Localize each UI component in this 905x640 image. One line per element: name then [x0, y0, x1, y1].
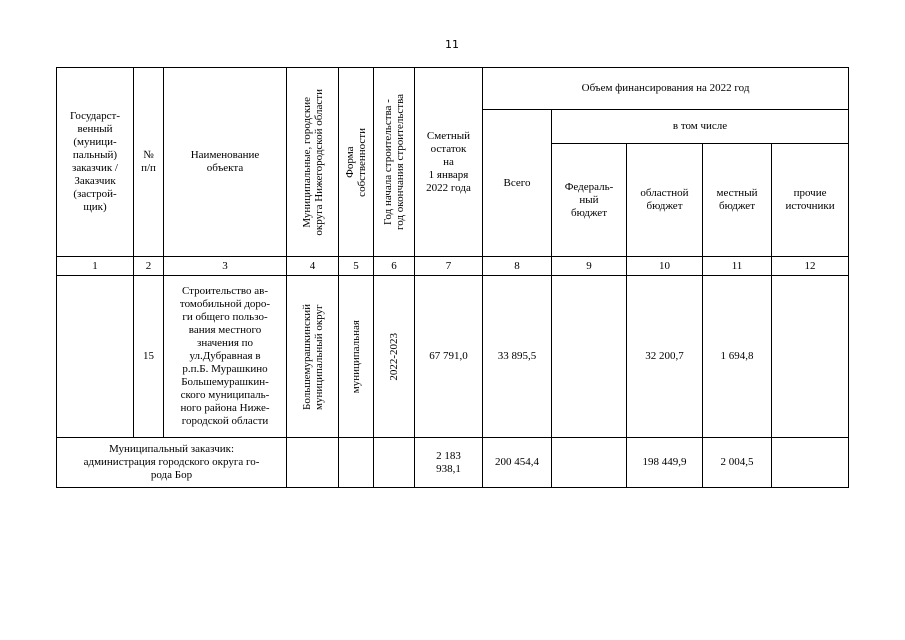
- row-total: 33 895,5: [483, 276, 552, 438]
- column-number: 12: [772, 257, 849, 276]
- column-number: 9: [552, 257, 627, 276]
- header-including: в том числе: [552, 110, 849, 144]
- summary-municipality: [287, 438, 339, 488]
- summary-years: [374, 438, 415, 488]
- summary-row: [57, 438, 849, 488]
- summary-other: [772, 438, 849, 488]
- column-number: 7: [415, 257, 483, 276]
- column-number: 4: [287, 257, 339, 276]
- row-other: [772, 276, 849, 438]
- summary-label: Муниципальный заказчик: администрация городского округа го- рода Бор: [57, 438, 287, 488]
- row-federal: [552, 276, 627, 438]
- summary-ownership: [339, 438, 374, 488]
- header-municipality: Муниципальные, городские округа Нижегородской области: [287, 68, 339, 257]
- table-row: [57, 276, 849, 438]
- header-federal: Федераль- ный бюджет: [552, 144, 627, 257]
- header-num: № п/п: [134, 68, 164, 257]
- row-num: 15: [134, 276, 164, 438]
- row-customer: [57, 276, 134, 438]
- financing-table: [56, 67, 849, 488]
- summary-total: 200 454,4: [483, 438, 552, 488]
- column-number: 11: [703, 257, 772, 276]
- column-number: 10: [627, 257, 703, 276]
- header-other: прочие источники: [772, 144, 849, 257]
- header-estimate: Сметный остаток на 1 января 2022 года: [415, 68, 483, 257]
- column-number: 8: [483, 257, 552, 276]
- header-ownership: Форма собственности: [339, 68, 374, 257]
- column-number: 1: [57, 257, 134, 276]
- header-local: местный бюджет: [703, 144, 772, 257]
- row-estimate: 67 791,0: [415, 276, 483, 438]
- summary-local: 2 004,5: [703, 438, 772, 488]
- column-number: 5: [339, 257, 374, 276]
- header-financing: Объем финансирования на 2022 год: [483, 68, 849, 110]
- header-customer: Государст- венный (муници- пальный) заказчик / Заказчик (застрой- щик): [57, 68, 134, 257]
- summary-federal: [552, 438, 627, 488]
- row-object-name: Строительство ав- томобильной доро- ги общего пользо- вания местного значения по ул.Дубравная в р.п.Б. Мурашкино Большемурашкин- ского муниципаль- ного района Ниже- городской области: [164, 276, 287, 438]
- column-number: 2: [134, 257, 164, 276]
- header-total: Всего: [483, 110, 552, 257]
- header-years: Год начала строительства - год окончания строительства: [374, 68, 415, 257]
- column-number: 3: [164, 257, 287, 276]
- summary-estimate: 2 183 938,1: [415, 438, 483, 488]
- header-row: [57, 68, 849, 110]
- row-ownership: муниципальная: [339, 276, 374, 438]
- column-number-row: [57, 257, 849, 276]
- row-regional: 32 200,7: [627, 276, 703, 438]
- summary-regional: 198 449,9: [627, 438, 703, 488]
- page-number: 11: [445, 38, 459, 51]
- row-municipality: Большемурашкинский муниципальный округ: [287, 276, 339, 438]
- header-regional: областной бюджет: [627, 144, 703, 257]
- column-number: 6: [374, 257, 415, 276]
- header-object-name: Наименование объекта: [164, 68, 287, 257]
- row-years: 2022-2023: [374, 276, 415, 438]
- row-local: 1 694,8: [703, 276, 772, 438]
